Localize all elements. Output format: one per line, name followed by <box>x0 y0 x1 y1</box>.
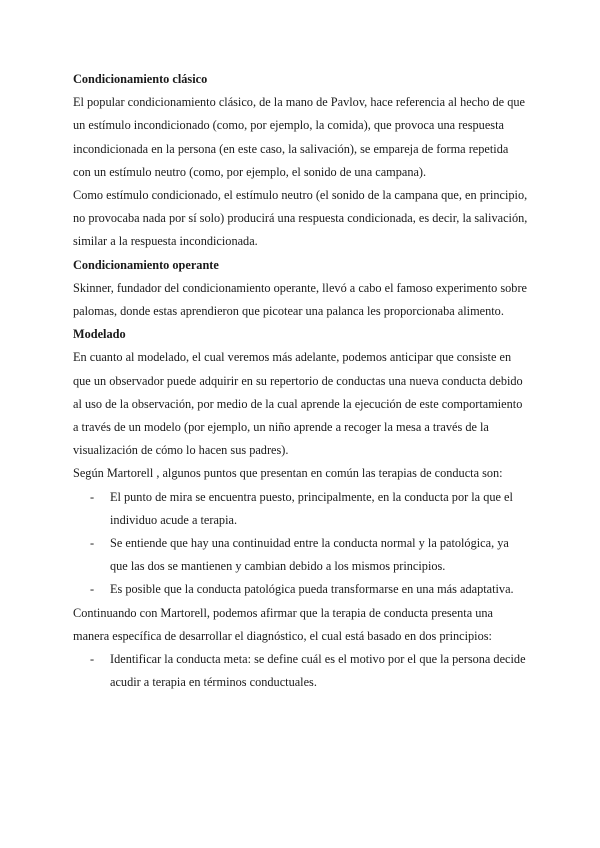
list-item-text: Identificar la conducta meta: se define cuál es el motivo por el que la persona decide acudir a terapia en términos conductuales. <box>110 652 526 690</box>
list-item-text: Se entiende que hay una continuidad entre la conducta normal y la patológica, ya que las dos se mantienen y cambian debido a los mismos principios. <box>110 536 509 574</box>
bullet-dash: - <box>90 582 95 597</box>
list-item <box>73 578 528 601</box>
paragraph-operante-1: Skinner, fundador del condicionamiento operante, llevó a cabo el famoso experimento sobre palomas, donde estas aprendieron que picotear una palanca les proporcionaba alimento. <box>73 280 527 319</box>
list-item <box>73 532 528 578</box>
bullet-dash: - <box>90 536 95 551</box>
bullet-list-principles <box>73 648 528 694</box>
list-item <box>73 486 528 532</box>
bullet-list-common-points <box>73 486 528 602</box>
bullet-dash: - <box>90 489 95 504</box>
document-body <box>73 68 528 694</box>
list-item-text: El punto de mira se encuentra puesto, principalmente, en la conducta por la que el individuo acude a terapia. <box>110 489 513 527</box>
paragraph-clasico-2: Como estímulo condicionado, el estímulo neutro (el sonido de la campana que, en principio, no provocaba nada por sí solo) producirá una respuesta condicionada, es decir, la salivación, similar a la respuesta incondicionada. <box>73 188 528 249</box>
list-item-text: Es posible que la conducta patológica pueda transformarse en una más adaptativa. <box>110 582 514 597</box>
paragraph-modelado-2: Según Martorell , algunos puntos que presentan en común las terapias de conducta son: <box>73 466 503 481</box>
bullet-dash: - <box>90 652 95 667</box>
heading-condicionamiento-operante: Condicionamiento operante <box>73 257 219 272</box>
heading-modelado: Modelado <box>73 327 126 342</box>
paragraph-modelado-3: Continuando con Martorell, podemos afirmar que la terapia de conducta presenta una manera específica de desarrollar el diagnóstico, el cual está basado en dos principios: <box>73 605 493 643</box>
list-item <box>73 648 528 694</box>
paragraph-modelado-1: En cuanto al modelado, el cual veremos más adelante, podemos anticipar que consiste en que un observador puede adquirir en su repertorio de conductas una nueva conducta debido al uso de la observación, por medio de la cual aprende la ejecución de este comportamiento a través de un modelo (por ejemplo, un niño aprende a recoger la mesa a través de la visualización de cómo lo hacen sus padres). <box>73 350 523 458</box>
paragraph-clasico-1: El popular condicionamiento clásico, de la mano de Pavlov, hace referencia al hecho de que un estímulo incondicionado (como, por ejemplo, la comida), que provoca una respuesta incondicionada en la persona (en este caso, la salivación), se empareja de forma repetida con un estímulo neutro (como, por ejemplo, el sonido de una campana). <box>73 95 525 179</box>
heading-condicionamiento-clasico: Condicionamiento clásico <box>73 72 208 86</box>
